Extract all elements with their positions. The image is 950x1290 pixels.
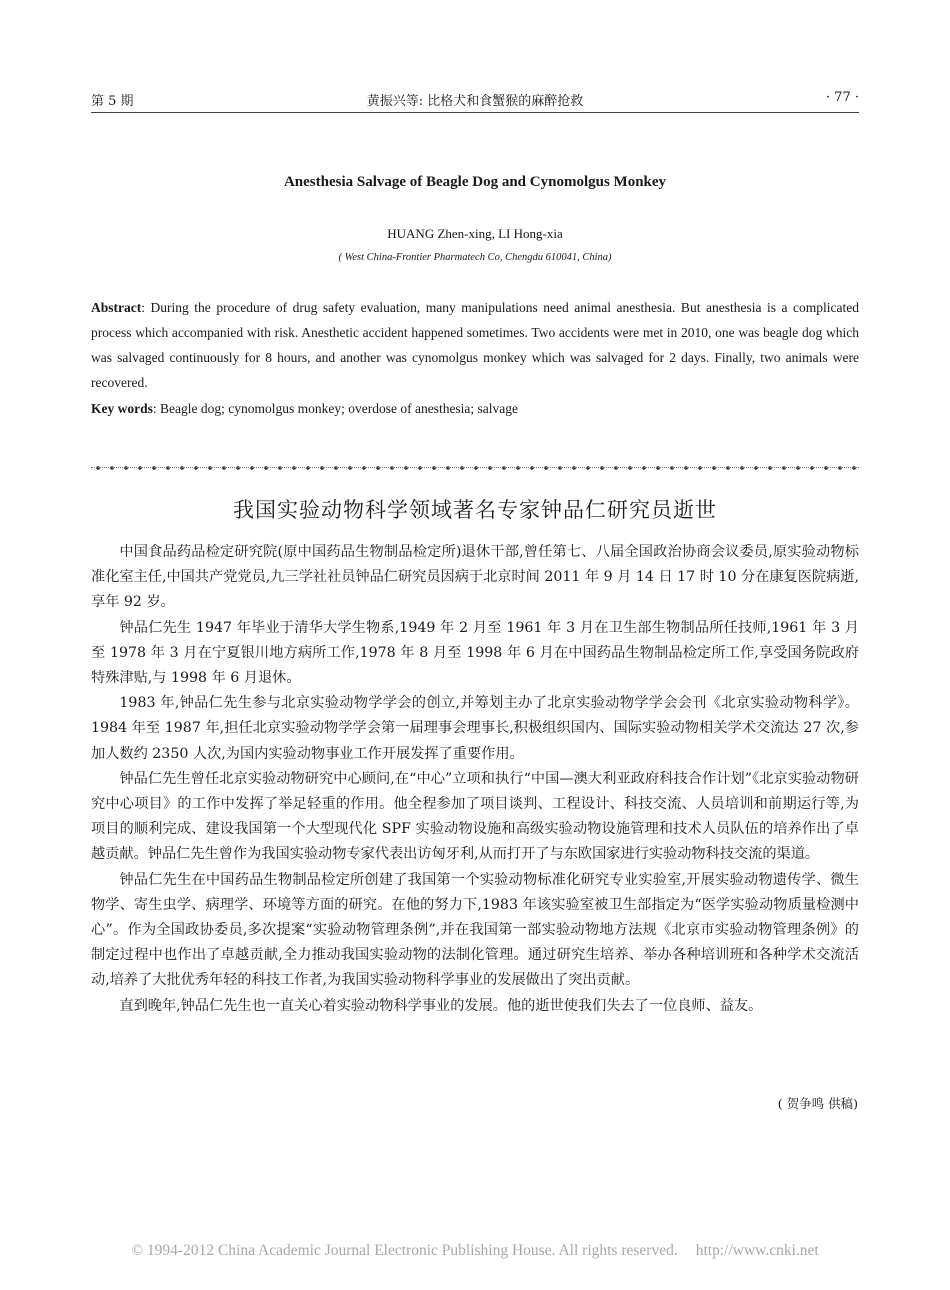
english-keywords xyxy=(91,396,859,421)
english-abstract xyxy=(91,295,859,395)
obituary-body xyxy=(91,540,859,1019)
obituary-title: 我国实验动物科学领域著名专家钟品仁研究员逝世 xyxy=(233,498,717,522)
paragraph: 1983 年,钟品仁先生参与北京实验动物学学会的创立,并筹划主办了北京实验动物学学会会刊《北京实验动物科学》。1984 年至 1987 年,担任北京实验动物学学会第一届理事会理事长,积极组织国内、国际实验动物相关学术交流达 27 次,参加人数约 2350 人次,为国内实验动物事业工作开展发挥了重要作用。 xyxy=(91,695,859,762)
issue-number: 第 5 期 xyxy=(91,94,134,109)
english-title: Anesthesia Salvage of Beagle Dog and Cynomolgus Monkey xyxy=(283,174,667,190)
english-authors: HUANG Zhen-xing, LI Hong-xia xyxy=(387,226,563,241)
paragraph: 钟品仁先生 1947 年毕业于清华大学生物系,1949 年 2 月至 1961 年 3 月在卫生部生物制品所任技师,1961 年 3 月至 1978 年 3 月在宁夏银川地方病所工作,1978 年 8 月至 1998 年 6 月在中国药品生物制品检定所工作,享受国务院政府特殊津贴,与 1998 年 6 月退休。 xyxy=(91,619,859,687)
paragraph: 中国食品药品检定研究院(原中国药品生物制品检定所)退休干部,曾任第七、八届全国政治协商会议委员,原实验动物标准化室主任,中国共产党党员,九三学社社员钟品仁研究员因病于北京时间 2011 年 9 月 14 日 17 时 10 分在康复医院病逝,享年 92 岁。 xyxy=(91,544,859,611)
copyright-text: © 1994-2012 China Academic Journal Electronic Publishing House. All rights reserved. xyxy=(131,1242,678,1259)
paragraph: 钟品仁先生曾任北京实验动物研究中心顾问,在“中心”立项和执行“中国—澳大利亚政府科技合作计划”《北京实验动物研究中心项目》的工作中发挥了举足轻重的作用。他全程参加了项目谈判、工程设计、科技交流、人员培训和前期运行等,为项目的顺利完成、建设我国第一个大型现代化 SPF 实验动物设施和高级实验动物设施管理和技术人员队伍的培养作出了卓越贡献。钟品仁先生曾作为我国实验动物专家代表出访匈牙利,从而打开了与东欧国家进行实验动物科技交流的渠道。 xyxy=(91,770,859,863)
abstract-label: Abstract xyxy=(91,300,142,315)
running-title: 黄振兴等: 比格犬和食蟹猴的麻醉抢救 xyxy=(366,94,584,109)
abstract-text: : During the procedure of drug safety evaluation, many manipulations need animal anesthesia. But anesthesia is a complicated process which accompanied with risk. Anesthetic accident happened sometimes. Two accidents were met in 2010, one was beagle dog which was salvaged continuously for 8 hours, and another was cynomolgus monkey which was salvaged for 2 days. Finally, two animals were recovered. xyxy=(91,300,859,390)
footer-url: http://www.cnki.net xyxy=(695,1242,819,1259)
keywords-text: : Beagle dog; cynomolgus monkey; overdose of anesthesia; salvage xyxy=(152,401,519,416)
page-header xyxy=(91,88,859,113)
page-number: · 77 · xyxy=(825,90,859,105)
section-divider xyxy=(91,462,859,474)
contributor-credit: ( 贺争鸣 供稿) xyxy=(777,1096,858,1111)
paragraph: 钟品仁先生在中国药品生物制品检定所创建了我国第一个实验动物标准化研究专业实验室,开展实验动物遗传学、微生物学、寄生虫学、病理学、环境等方面的研究。在他的努力下,1983 年该实验室被卫生部指定为“医学实验动物质量检测中心”。作为全国政协委员,多次提案“实验动物管理条例”,并在我国第一部实验动物地方法规《北京市实验动物管理条例》的制定过程中也作出了卓越贡献,全力推动我国实验动物的法制化管理。通过研究生培养、举办各种培训班和各种学术交流活动,培养了大批优秀年轻的科技工作者,为我国实验动物科学事业的发展做出了突出贡献。 xyxy=(91,871,859,989)
copyright-footer xyxy=(0,1242,950,1260)
english-affiliation: ( West China-Frontier Pharmatech Co, Chengdu 610041, China) xyxy=(338,252,612,263)
paragraph: 直到晚年,钟品仁先生也一直关心着实验动物科学事业的发展。他的逝世使我们失去了一位良师、益友。 xyxy=(119,997,763,1014)
keywords-label: Key words xyxy=(91,401,153,416)
